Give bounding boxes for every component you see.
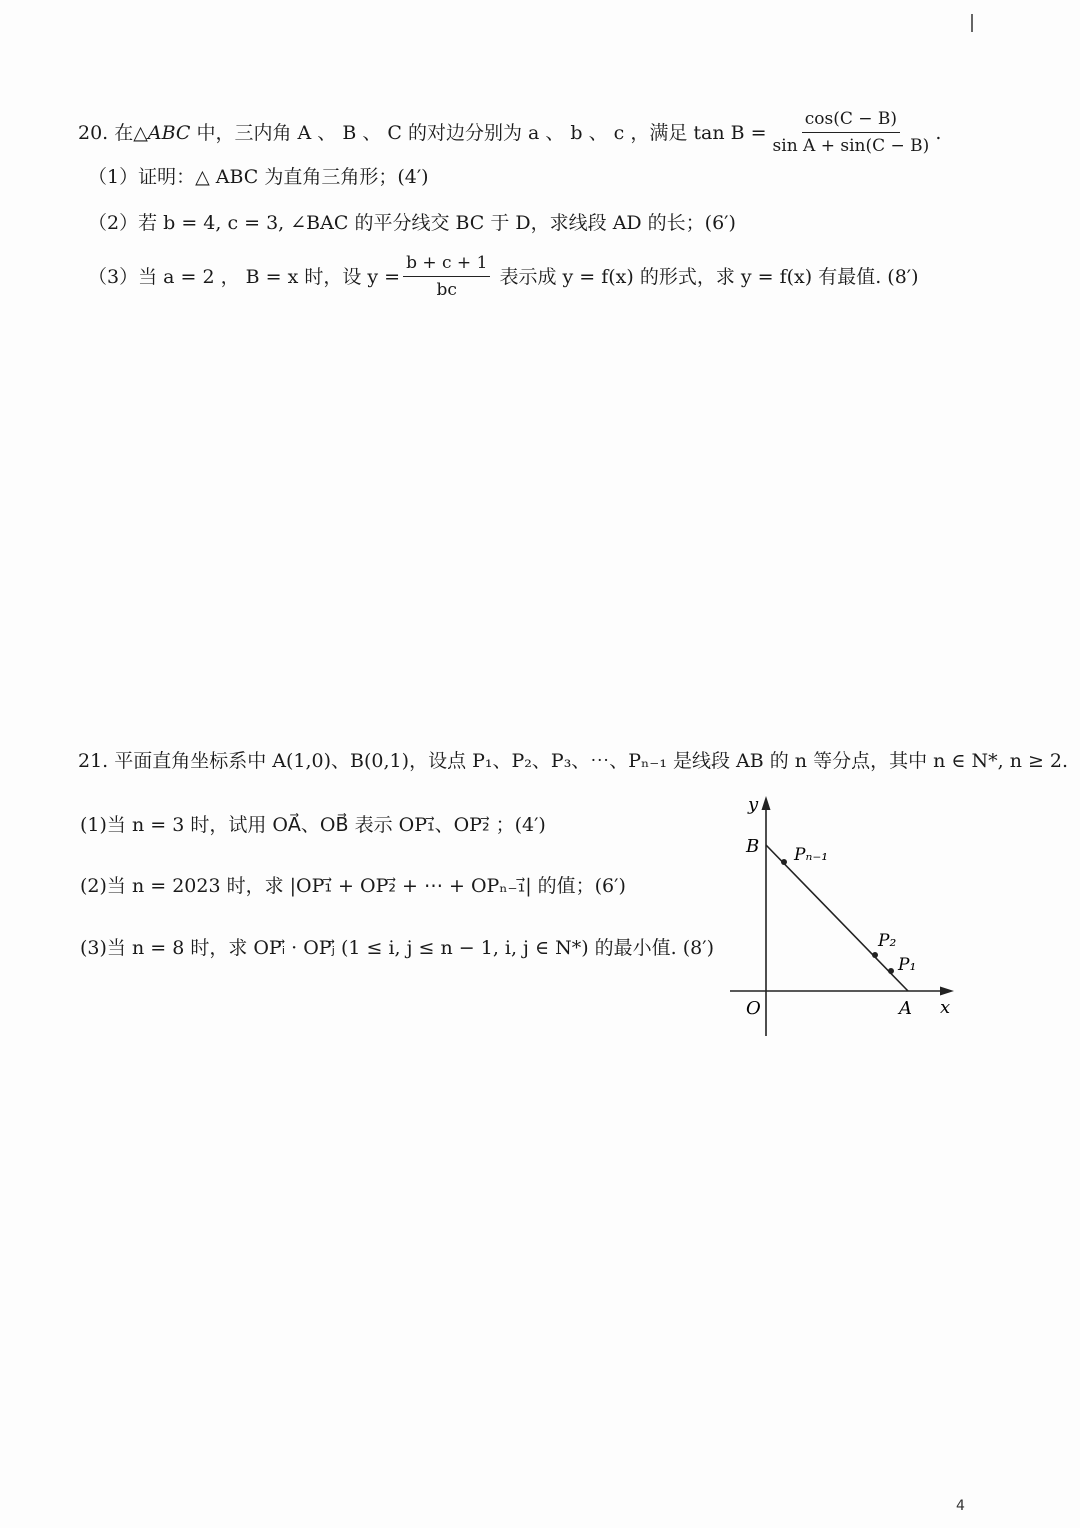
label-b: B <box>746 836 760 857</box>
q20-stem-prefix: 20. 在△ <box>78 121 148 144</box>
q20-part3-numerator: b + c + 1 <box>403 252 490 277</box>
q21-stem <box>78 748 1068 774</box>
label-p2: P₂ <box>878 931 897 951</box>
q20-part3-suffix: 表示成 y = f(x) 的形式，求 y = f(x) 有最值. (8′) <box>493 265 919 288</box>
q21-stem-text: 21. 平面直角坐标系中 A(1,0)、B(0,1)，设点 P₁、P₂、P₃、⋯、Pₙ₋₁ 是线段 AB 的 n 等分点，其中 n ∈ N*, n ≥ 2. <box>78 750 1069 772</box>
label-y: y <box>748 794 759 815</box>
q20-fraction-denominator: sin A + sin(C − B) <box>772 136 930 156</box>
page-number: 4 <box>956 1498 965 1514</box>
margin-mark <box>971 14 973 32</box>
label-p1: P₁ <box>898 955 917 975</box>
point-pn1 <box>781 859 787 865</box>
q20-part1 <box>88 164 429 190</box>
q21-part2 <box>80 873 626 899</box>
q21-part1 <box>80 812 546 838</box>
q20-fraction-numerator: cos(C − B) <box>802 108 900 133</box>
x-axis-arrow-icon <box>940 987 954 996</box>
q20-part3-denominator: bc <box>436 280 457 300</box>
q21-part2-text: (2)当 n = 2023 时，求 |OP₁⃗ + OP₂⃗ + ⋯ + OPₙ₋₁⃗| 的值；(6′) <box>80 875 626 897</box>
q20-part2 <box>88 210 736 236</box>
label-x: x <box>940 997 951 1018</box>
q20-part3 <box>88 252 919 301</box>
q20-part3-fraction <box>403 252 490 301</box>
segment-ab <box>766 845 908 991</box>
q20-stem <box>78 108 941 157</box>
q21-part3-text: (3)当 n = 8 时，求 OPᵢ⃗ · OPⱼ⃗ (1 ≤ i, j ≤ n − 1, i, j ∈ N*) 的最小值. (8′) <box>80 937 714 959</box>
q20-part2-text: （2）若 b = 4, c = 3, ∠BAC 的平分线交 BC 于 D，求线段 AD 的长；(6′) <box>88 212 736 234</box>
q21-part1-text: (1)当 n = 3 时，试用 OA⃗、OB⃗ 表示 OP₁⃗、OP₂⃗ ；(4′) <box>80 814 546 836</box>
q21-coordinate-figure <box>722 788 962 1038</box>
q21-part3 <box>80 935 714 961</box>
label-a: A <box>899 998 912 1019</box>
q20-stem-end: . <box>935 121 942 144</box>
label-pn1: Pₙ₋₁ <box>794 845 829 865</box>
q20-stem-mid: 中，三内角 A 、 B 、 C 的对边分别为 a 、 b 、 c ，满足 tan B = <box>190 121 767 144</box>
q20-part1-text: （1）证明：△ ABC 为直角三角形；(4′) <box>88 166 429 188</box>
point-p1 <box>888 968 894 974</box>
q20-stem-abc: ABC <box>147 121 191 144</box>
point-p2 <box>872 952 878 958</box>
y-axis-arrow-icon <box>762 796 771 810</box>
q20-part3-prefix: （3）当 a = 2 ， B = x 时，设 y = <box>88 265 401 288</box>
label-o: O <box>746 998 761 1019</box>
q20-fraction <box>770 108 933 157</box>
